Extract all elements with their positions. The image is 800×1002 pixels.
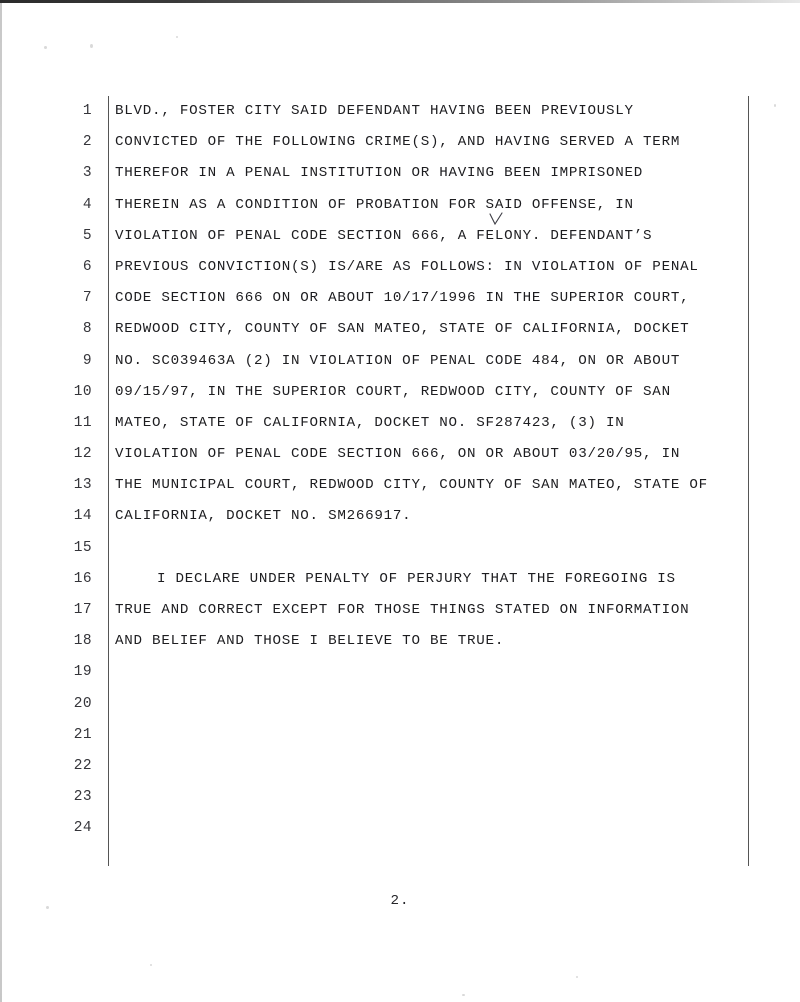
scan-speck <box>150 964 152 966</box>
line-text: 09/15/97, IN THE SUPERIOR COURT, REDWOOD CITY, COUNTY OF SAN <box>115 383 671 400</box>
line-text: TRUE AND CORRECT EXCEPT FOR THOSE THINGS STATED ON INFORMATION <box>115 602 690 618</box>
pleading-line <box>0 346 800 377</box>
pleading-line <box>0 408 800 439</box>
line-text: NO. SC039463A (2) IN VIOLATION OF PENAL CODE 484, ON OR ABOUT <box>115 352 681 369</box>
line-text: VIOLATION OF PENAL CODE SECTION 666, ON OR ABOUT 03/20/95, IN <box>115 446 681 463</box>
line-number: 20 <box>73 695 92 712</box>
scan-edge-top <box>0 0 800 3</box>
pleading-line <box>0 533 800 564</box>
line-text: CODE SECTION 666 ON OR ABOUT 10/17/1996 IN THE SUPERIOR COURT, <box>115 290 690 307</box>
line-number: 24 <box>73 820 92 837</box>
pleading-line <box>0 501 800 532</box>
pleading-line <box>0 751 800 782</box>
pleading-line <box>0 657 800 688</box>
pleading-line <box>0 720 800 751</box>
line-number: 14 <box>73 508 92 525</box>
line-text: VIOLATION OF PENAL CODE SECTION 666, A FELONY. DEFENDANT’S <box>115 227 653 244</box>
pleading-line <box>0 127 800 158</box>
scan-speck <box>774 104 776 107</box>
scan-speck <box>90 44 93 48</box>
line-number: 3 <box>82 165 92 182</box>
line-number: 9 <box>82 352 92 369</box>
line-number: 23 <box>73 789 92 806</box>
line-number: 10 <box>73 383 92 400</box>
line-number: 17 <box>73 602 92 618</box>
scan-speck <box>576 976 578 978</box>
line-number: 18 <box>73 633 92 650</box>
line-text: REDWOOD CITY, COUNTY OF SAN MATEO, STATE OF CALIFORNIA, DOCKET <box>115 321 690 338</box>
pleading-line <box>0 626 800 657</box>
pleading-line <box>0 314 800 345</box>
line-number: 2 <box>82 134 92 151</box>
pleading-line <box>0 96 800 127</box>
scan-speck <box>462 994 465 996</box>
line-text: BLVD., FOSTER CITY SAID DEFENDANT HAVING BEEN PREVIOUSLY <box>115 103 634 119</box>
line-number: 1 <box>82 103 92 119</box>
page-number: 2. <box>390 893 410 909</box>
line-text: MATEO, STATE OF CALIFORNIA, DOCKET NO. SF287423, (3) IN <box>115 414 625 431</box>
line-text: THEREIN AS A CONDITION OF PROBATION FOR SAID OFFENSE, IN <box>115 196 634 213</box>
scan-speck <box>44 46 47 49</box>
pleading-body <box>0 96 800 845</box>
line-number: 6 <box>82 258 92 275</box>
line-number: 5 <box>82 227 92 244</box>
line-text: THE MUNICIPAL COURT, REDWOOD CITY, COUNTY OF SAN MATEO, STATE OF <box>115 477 708 494</box>
pleading-line <box>0 564 800 595</box>
pleading-line <box>0 439 800 470</box>
line-number: 16 <box>73 570 92 587</box>
line-text: CONVICTED OF THE FOLLOWING CRIME(S), AND HAVING SERVED A TERM <box>115 134 681 151</box>
line-text: I DECLARE UNDER PENALTY OF PERJURY THAT THE FOREGOING IS <box>157 570 676 587</box>
line-text: AND BELIEF AND THOSE I BELIEVE TO BE TRUE. <box>115 633 505 650</box>
line-number: 12 <box>73 446 92 463</box>
line-number: 7 <box>82 290 92 307</box>
pleading-line <box>0 252 800 283</box>
line-number: 21 <box>73 726 92 743</box>
pleading-line <box>0 377 800 408</box>
scan-speck <box>46 906 49 909</box>
pleading-line <box>0 813 800 844</box>
line-text: PREVIOUS CONVICTION(S) IS/ARE AS FOLLOWS: IN VIOLATION OF PENAL <box>115 258 699 275</box>
pleading-line <box>0 595 800 626</box>
pleading-line <box>0 782 800 813</box>
pleading-line <box>0 190 800 221</box>
line-number: 15 <box>73 539 92 556</box>
line-number: 8 <box>82 321 92 338</box>
pleading-line <box>0 158 800 189</box>
line-number: 22 <box>73 757 92 774</box>
pleading-line <box>0 470 800 501</box>
pleading-line <box>0 689 800 720</box>
line-number: 13 <box>73 477 92 494</box>
pleading-line <box>0 221 800 252</box>
line-text: THEREFOR IN A PENAL INSTITUTION OR HAVING BEEN IMPRISONED <box>115 165 644 182</box>
scan-speck <box>176 36 178 38</box>
line-number: 19 <box>73 664 92 681</box>
pleading-line <box>0 283 800 314</box>
line-number: 4 <box>82 196 92 213</box>
line-text: CALIFORNIA, DOCKET NO. SM266917. <box>115 508 412 525</box>
line-number: 11 <box>73 414 92 431</box>
